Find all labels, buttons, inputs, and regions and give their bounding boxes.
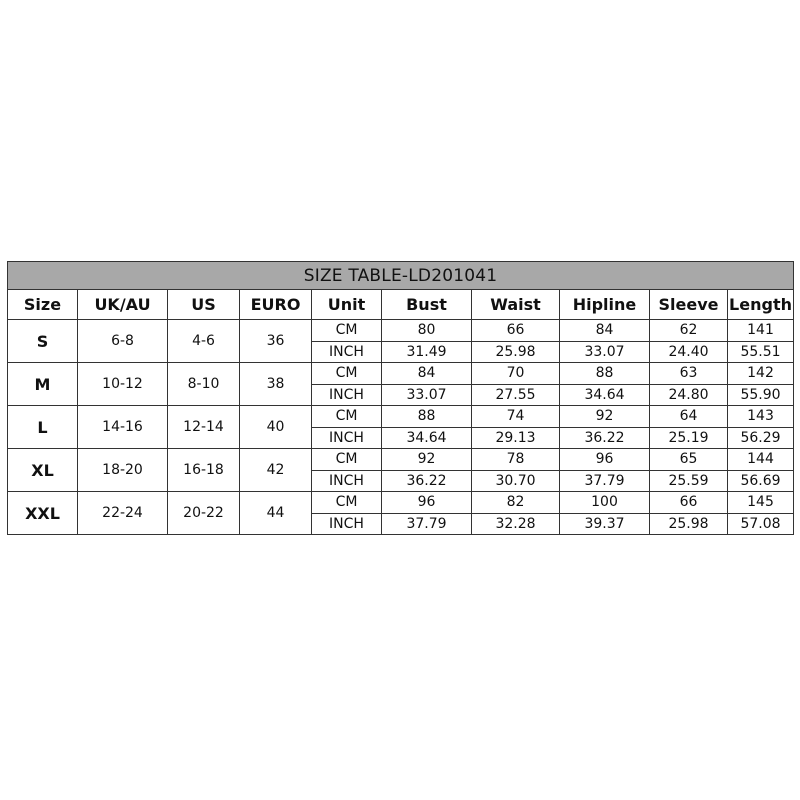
bust-cell: 80 (382, 320, 472, 342)
sleeve-cell: 25.19 (650, 427, 728, 449)
header-bust: Bust (382, 290, 472, 320)
length-cell: 55.90 (728, 384, 794, 406)
table-row-cm (8, 320, 794, 342)
hipline-cell: 33.07 (560, 341, 650, 363)
unit-cell: CM (312, 492, 382, 514)
table-title-row (8, 262, 794, 290)
hipline-cell: 92 (560, 406, 650, 428)
euro-cell: 44 (240, 492, 312, 535)
hipline-cell: 34.64 (560, 384, 650, 406)
header-hipline: Hipline (560, 290, 650, 320)
uk-au-cell: 22-24 (78, 492, 168, 535)
uk-au-cell: 14-16 (78, 406, 168, 449)
size-table (7, 261, 794, 535)
table-row-cm (8, 449, 794, 471)
size-cell: XL (8, 449, 78, 492)
sleeve-cell: 24.80 (650, 384, 728, 406)
uk-au-cell: 10-12 (78, 363, 168, 406)
bust-cell: 37.79 (382, 513, 472, 535)
euro-cell: 40 (240, 406, 312, 449)
length-cell: 143 (728, 406, 794, 428)
us-cell: 16-18 (168, 449, 240, 492)
waist-cell: 82 (472, 492, 560, 514)
unit-cell: INCH (312, 341, 382, 363)
length-cell: 141 (728, 320, 794, 342)
unit-cell: CM (312, 406, 382, 428)
hipline-cell: 36.22 (560, 427, 650, 449)
sleeve-cell: 62 (650, 320, 728, 342)
size-cell: L (8, 406, 78, 449)
uk-au-cell: 6-8 (78, 320, 168, 363)
waist-cell: 70 (472, 363, 560, 385)
us-cell: 12-14 (168, 406, 240, 449)
waist-cell: 32.28 (472, 513, 560, 535)
waist-cell: 27.55 (472, 384, 560, 406)
sleeve-cell: 66 (650, 492, 728, 514)
bust-cell: 33.07 (382, 384, 472, 406)
length-cell: 55.51 (728, 341, 794, 363)
header-size: Size (8, 290, 78, 320)
euro-cell: 36 (240, 320, 312, 363)
sleeve-cell: 24.40 (650, 341, 728, 363)
unit-cell: INCH (312, 513, 382, 535)
length-cell: 145 (728, 492, 794, 514)
length-cell: 144 (728, 449, 794, 471)
length-cell: 142 (728, 363, 794, 385)
euro-cell: 38 (240, 363, 312, 406)
hipline-cell: 84 (560, 320, 650, 342)
header-euro: EURO (240, 290, 312, 320)
us-cell: 20-22 (168, 492, 240, 535)
bust-cell: 36.22 (382, 470, 472, 492)
table-header-row (8, 290, 794, 320)
bust-cell: 31.49 (382, 341, 472, 363)
waist-cell: 74 (472, 406, 560, 428)
waist-cell: 78 (472, 449, 560, 471)
unit-cell: INCH (312, 427, 382, 449)
bust-cell: 88 (382, 406, 472, 428)
us-cell: 4-6 (168, 320, 240, 363)
header-waist: Waist (472, 290, 560, 320)
unit-cell: INCH (312, 470, 382, 492)
euro-cell: 42 (240, 449, 312, 492)
bust-cell: 92 (382, 449, 472, 471)
sleeve-cell: 25.98 (650, 513, 728, 535)
waist-cell: 29.13 (472, 427, 560, 449)
us-cell: 8-10 (168, 363, 240, 406)
unit-cell: CM (312, 449, 382, 471)
uk-au-cell: 18-20 (78, 449, 168, 492)
size-cell: XXL (8, 492, 78, 535)
waist-cell: 25.98 (472, 341, 560, 363)
bust-cell: 34.64 (382, 427, 472, 449)
size-table-container (7, 261, 793, 535)
table-title: SIZE TABLE-LD201041 (8, 262, 794, 290)
header-sleeve: Sleeve (650, 290, 728, 320)
unit-cell: INCH (312, 384, 382, 406)
length-cell: 57.08 (728, 513, 794, 535)
hipline-cell: 100 (560, 492, 650, 514)
header-unit: Unit (312, 290, 382, 320)
bust-cell: 84 (382, 363, 472, 385)
size-cell: S (8, 320, 78, 363)
bust-cell: 96 (382, 492, 472, 514)
length-cell: 56.29 (728, 427, 794, 449)
sleeve-cell: 64 (650, 406, 728, 428)
waist-cell: 66 (472, 320, 560, 342)
sleeve-cell: 65 (650, 449, 728, 471)
hipline-cell: 37.79 (560, 470, 650, 492)
hipline-cell: 96 (560, 449, 650, 471)
unit-cell: CM (312, 363, 382, 385)
header-length: Length (728, 290, 794, 320)
hipline-cell: 39.37 (560, 513, 650, 535)
unit-cell: CM (312, 320, 382, 342)
table-row-cm (8, 406, 794, 428)
size-cell: M (8, 363, 78, 406)
hipline-cell: 88 (560, 363, 650, 385)
waist-cell: 30.70 (472, 470, 560, 492)
length-cell: 56.69 (728, 470, 794, 492)
table-row-cm (8, 363, 794, 385)
table-row-cm (8, 492, 794, 514)
header-uk-au: UK/AU (78, 290, 168, 320)
sleeve-cell: 63 (650, 363, 728, 385)
header-us: US (168, 290, 240, 320)
sleeve-cell: 25.59 (650, 470, 728, 492)
